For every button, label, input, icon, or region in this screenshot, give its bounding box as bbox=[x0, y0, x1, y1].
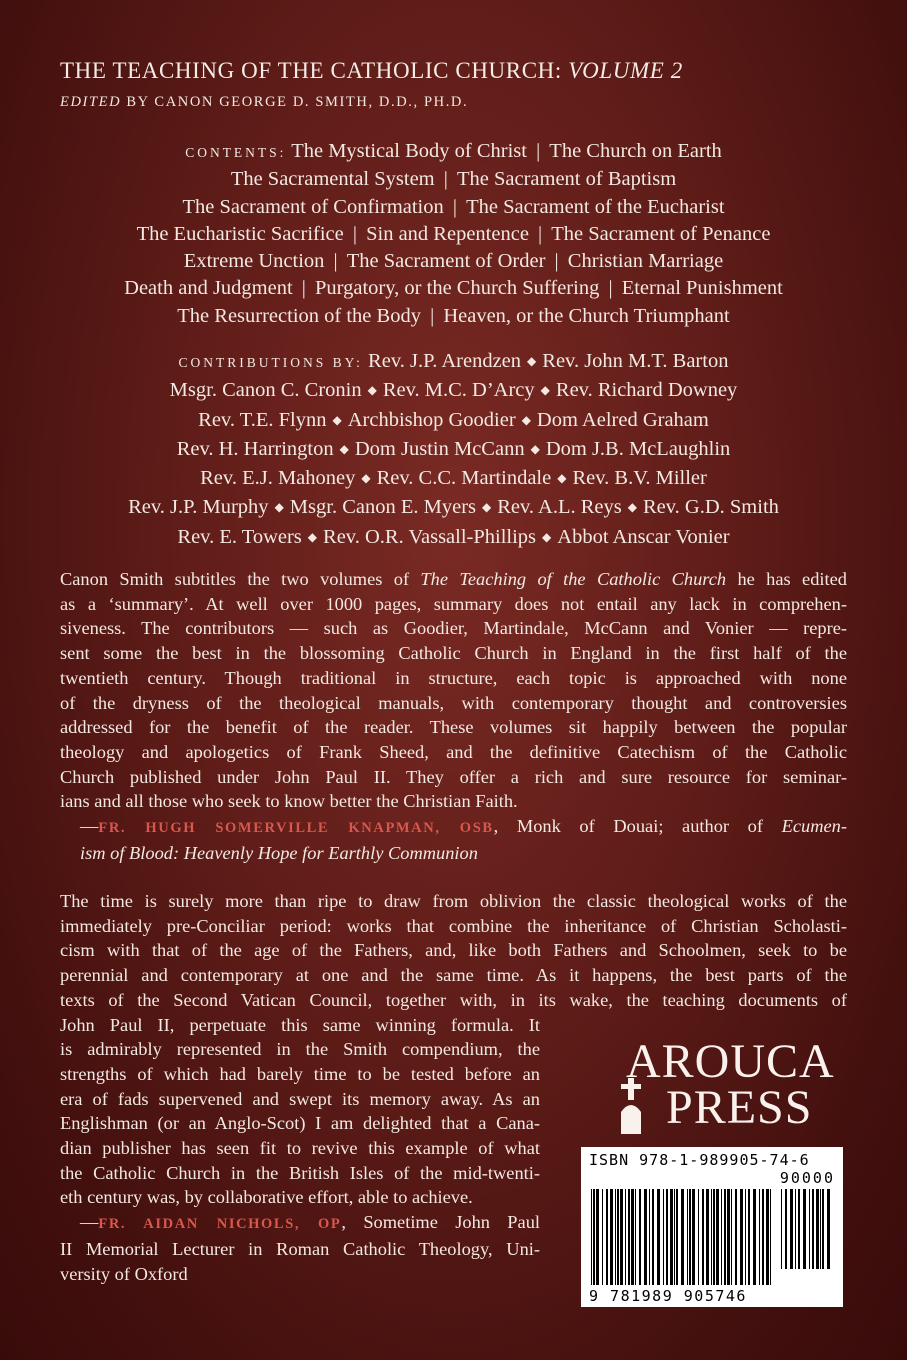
separator-bar: | bbox=[549, 250, 564, 273]
barcode-bar bbox=[762, 1189, 764, 1285]
diamond-icon: ◆ bbox=[527, 354, 537, 368]
review-1-attribution: —FR. HUGH SOMERVILLE KNAPMAN, OSB, Monk of Douai; author of Ecumen- bbox=[80, 816, 847, 837]
contents-item: Christian Marriage bbox=[567, 250, 724, 273]
contents-item: The Eucharistic Sacrifice bbox=[136, 222, 344, 245]
barcode-bar bbox=[681, 1189, 684, 1285]
contributor-name: Dom Aelred Graham bbox=[536, 408, 709, 431]
barcode-bar bbox=[827, 1189, 830, 1269]
barcode-bar bbox=[716, 1189, 719, 1285]
contents-label: CONTENTS: bbox=[185, 145, 287, 160]
contributor-name: Rev. J.P. Murphy bbox=[128, 496, 269, 519]
barcode-bar bbox=[663, 1189, 664, 1285]
barcode-bar bbox=[620, 1189, 623, 1285]
contributor-name: Rev. G.D. Smith bbox=[642, 496, 779, 519]
barcode-bar bbox=[617, 1189, 619, 1285]
contents-line bbox=[40, 166, 867, 193]
separator-bar: | bbox=[530, 140, 546, 162]
diamond-icon: ◆ bbox=[557, 471, 567, 486]
separator-bar: | bbox=[438, 168, 453, 191]
contents-item: Purgatory, or the Church Suffering bbox=[315, 277, 600, 300]
price-code: 90000 bbox=[779, 1169, 835, 1187]
barcode-bar bbox=[602, 1189, 603, 1285]
separator-bar: | bbox=[532, 222, 548, 245]
barcode-bar bbox=[615, 1189, 616, 1285]
contents-item: The Sacrament of the Eucharist bbox=[466, 195, 725, 218]
barcode-digits: 9 781989 905746 bbox=[589, 1287, 747, 1305]
barcode-bar bbox=[706, 1189, 709, 1285]
barcode-bar bbox=[631, 1189, 634, 1285]
diamond-icon: ◆ bbox=[274, 500, 284, 515]
isbn-text: ISBN 978-1-989905-74-6 bbox=[589, 1151, 810, 1169]
contributors-line bbox=[40, 524, 867, 553]
contributor-name: Rev. B.V. Miller bbox=[572, 467, 707, 490]
barcode-bar bbox=[735, 1189, 737, 1285]
barcode-bar bbox=[670, 1189, 673, 1285]
contents-item: Extreme Unction bbox=[183, 250, 325, 273]
barcode-bar bbox=[610, 1189, 613, 1285]
barcode-bar bbox=[606, 1189, 608, 1285]
barcode-bar bbox=[687, 1189, 688, 1285]
volume-label: VOLUME 2 bbox=[568, 58, 683, 83]
contents-item: The Sacrament of Confirmation bbox=[182, 195, 444, 218]
contents-item: The Sacrament of Order bbox=[346, 250, 546, 273]
contributors-line bbox=[40, 494, 867, 523]
contributor-name: Rev. E. Towers bbox=[177, 525, 302, 548]
barcode-bar bbox=[790, 1189, 793, 1269]
contributor-name: Abbot Anscar Vonier bbox=[557, 525, 730, 548]
contributors-line bbox=[40, 407, 867, 436]
contributor-name: Rev. C.C. Martindale bbox=[376, 467, 552, 490]
publisher-logo: AROUCA PRESS bbox=[604, 1034, 844, 1134]
barcode-bar bbox=[820, 1189, 821, 1269]
review-2: The time is surely more than ripe to draw from oblivion the classic theological works of the immediately pre-Conciliar period: works that combine the inheritance of Christian Scholasti- cism with that of the age of the Fathers, and, like both Fathers and Schoolmen, seek to be perennial and contemporary at one and the same time. As it happens, the best parts of the texts of the Second Vatican Council, together with, in its wake, the teaching documents of John Paul II, perpetuate this same winning formula. It is admirably represented in the Smith compendium, the strengths of which had barely time to be tested before an era of fads supervened and swept its memory away. As an Englishman (or an Anglo-Scot) I am delighted that a Cana- dian publisher has seen fit to revive this example of what the Catholic Church in the British Isles of the mid-twenti- eth century was, by collaborative effort, able to achieve. —FR. AIDAN NICHOLS, OP, Sometime John Paul II Memorial Lecturer in Roman Catholic Theology, Uni- versity of Oxford bbox=[60, 891, 847, 1284]
editor-line: EDITED BY CANON GEORGE D. SMITH, D.D., PH.D. bbox=[60, 94, 469, 110]
barcode-bar bbox=[674, 1189, 675, 1285]
barcode-bar bbox=[822, 1189, 824, 1269]
diamond-icon: ◆ bbox=[542, 529, 552, 544]
contributors-label: CONTRIBUTIONS BY: bbox=[178, 355, 363, 370]
contents-item: The Resurrection of the Body bbox=[177, 304, 421, 327]
contents-item: The Sacrament of Baptism bbox=[456, 168, 677, 191]
review-1: Canon Smith subtitles the two volumes of The Teaching of the Catholic Church he has edited as a ‘summary’. At well over 1000 pages, summary does not entail any lack in comprehen- siveness. The contributors — such as Goodier, Martindale, McCann and Vonier — repre- sent some the best in the blossoming Catholic Church in England in the first half of the twentieth century. Though traditional in structure, each topic is approached with none of the dryness of the theological manuals, with contemporary thought and controversies addressed for the benefit of the reader. These volumes sit happily between the popular theology and apologetics of Frank Sheed, and the definitive Catechism of the Catholic Church published under John Paul II. They offer a rich and sure resource for seminar- ians and all those who seek to know better the Christian Faith. —FR. HUGH SOMERVILLE KNAPMAN, OSB, Monk of Douai; author of Ecumen- ism of Blood: Heavenly Hope for Earthly Communion bbox=[60, 569, 847, 863]
barcode-bar bbox=[702, 1189, 704, 1285]
barcode-bar bbox=[713, 1189, 715, 1285]
contributor-name: Rev. H. Harrington bbox=[176, 437, 334, 460]
barcode-bar bbox=[689, 1189, 691, 1285]
contributors-line bbox=[40, 348, 867, 377]
barcode-bar bbox=[593, 1189, 595, 1285]
diamond-icon: ◆ bbox=[307, 529, 318, 544]
review-2-attribution: —FR. AIDAN NICHOLS, OP, Sometime John Paul bbox=[80, 1212, 540, 1233]
contributor-name: Rev. O.R. Vassall-Phillips bbox=[323, 525, 537, 548]
barcode-bar bbox=[724, 1189, 726, 1285]
isbn-barcode bbox=[581, 1147, 843, 1307]
contributor-name: Archbishop Goodier bbox=[347, 408, 516, 431]
contributor-name: Dom J.B. McLaughlin bbox=[545, 437, 731, 460]
contents-item: The Sacrament of Penance bbox=[551, 222, 771, 245]
separator-bar: | bbox=[347, 222, 363, 245]
barcode-bar bbox=[809, 1189, 810, 1269]
contributors-line bbox=[40, 436, 867, 465]
contents-line bbox=[40, 275, 867, 302]
diamond-icon: ◆ bbox=[332, 412, 342, 427]
barcode-bar bbox=[635, 1189, 636, 1285]
contents-item: Eternal Punishment bbox=[621, 277, 783, 300]
barcode-bar bbox=[692, 1189, 695, 1285]
contents-line bbox=[40, 194, 867, 221]
diamond-icon: ◆ bbox=[530, 441, 540, 456]
contributor-name: Msgr. Canon E. Myers bbox=[289, 496, 476, 519]
barcode-bar bbox=[816, 1189, 819, 1269]
contributor-name: Rev. J.P. Arendzen bbox=[368, 350, 522, 372]
contents-item: The Church on Earth bbox=[549, 140, 722, 162]
barcode-bar bbox=[644, 1189, 647, 1285]
contributor-name: Rev. A.L. Reys bbox=[497, 496, 622, 519]
contributor-name: Dom Justin McCann bbox=[354, 437, 525, 460]
barcode-bar bbox=[740, 1189, 743, 1285]
barcode-bar bbox=[652, 1189, 654, 1285]
contributor-name: Rev. E.J. Mahoney bbox=[200, 467, 356, 490]
separator-bar: | bbox=[328, 250, 343, 273]
contents-line bbox=[40, 248, 867, 275]
contributor-name: Rev. M.C. D’Arcy bbox=[382, 379, 535, 402]
contents-line bbox=[40, 221, 867, 248]
barcode-bar bbox=[676, 1189, 678, 1285]
barcode-bar bbox=[798, 1189, 800, 1269]
contents-line bbox=[40, 138, 867, 166]
barcode-bar bbox=[812, 1189, 814, 1269]
contents-list bbox=[40, 138, 867, 330]
barcode-bar bbox=[666, 1189, 668, 1285]
contributors-line bbox=[40, 465, 867, 494]
diamond-icon: ◆ bbox=[521, 412, 531, 427]
contents-item: Death and Judgment bbox=[124, 277, 293, 300]
barcode-bar bbox=[753, 1189, 756, 1285]
contents-item: The Sacramental System bbox=[230, 168, 435, 191]
diamond-icon: ◆ bbox=[627, 500, 637, 515]
barcode-bar bbox=[748, 1189, 750, 1285]
diamond-icon: ◆ bbox=[482, 500, 492, 515]
barcode-bar bbox=[628, 1189, 630, 1285]
barcode-bar bbox=[721, 1189, 722, 1285]
barcode-bar bbox=[745, 1189, 746, 1285]
contents-item: Heaven, or the Church Triumphant bbox=[443, 304, 730, 327]
barcode-bar bbox=[657, 1189, 660, 1285]
barcode-bar bbox=[711, 1189, 712, 1285]
contents-line bbox=[40, 303, 867, 330]
contributors-list bbox=[40, 348, 867, 553]
contents-item: The Mystical Body of Christ bbox=[291, 140, 527, 162]
barcode-bar bbox=[759, 1189, 760, 1285]
diamond-icon: ◆ bbox=[361, 471, 371, 486]
separator-bar: | bbox=[447, 195, 463, 218]
contributor-name: Rev. John M.T. Barton bbox=[542, 350, 729, 372]
separator-bar: | bbox=[296, 277, 312, 300]
barcode-bar bbox=[727, 1189, 730, 1285]
diamond-icon: ◆ bbox=[367, 383, 377, 398]
contributor-name: Rev. Richard Downey bbox=[555, 379, 738, 402]
barcode-bars bbox=[591, 1189, 771, 1285]
contents-item: Sin and Repentence bbox=[366, 222, 529, 245]
barcode-bar bbox=[781, 1189, 782, 1269]
barcode-bar bbox=[698, 1189, 699, 1285]
barcode-bar bbox=[785, 1189, 787, 1269]
book-title: THE TEACHING OF THE CATHOLIC CHURCH: VOLUME 2 bbox=[60, 58, 683, 83]
barcode-bar bbox=[591, 1189, 592, 1285]
price-barcode-bars bbox=[781, 1189, 833, 1285]
barcode-bar bbox=[596, 1189, 599, 1285]
contributor-name: Msgr. Canon C. Cronin bbox=[169, 379, 362, 402]
barcode-bar bbox=[731, 1189, 732, 1285]
barcode-bar bbox=[803, 1189, 806, 1269]
diamond-icon: ◆ bbox=[339, 441, 349, 456]
barcode-bar bbox=[766, 1189, 769, 1285]
barcode-bar bbox=[649, 1189, 650, 1285]
barcode-bar bbox=[639, 1189, 641, 1285]
diamond-icon: ◆ bbox=[540, 383, 550, 398]
separator-bar: | bbox=[424, 304, 440, 327]
separator-bar: | bbox=[603, 277, 618, 300]
barcode-bar bbox=[625, 1189, 626, 1285]
barcode-bar bbox=[770, 1189, 771, 1285]
contributor-name: Rev. T.E. Flynn bbox=[198, 408, 327, 431]
barcode-bar bbox=[795, 1189, 796, 1269]
contributors-line bbox=[40, 377, 867, 406]
